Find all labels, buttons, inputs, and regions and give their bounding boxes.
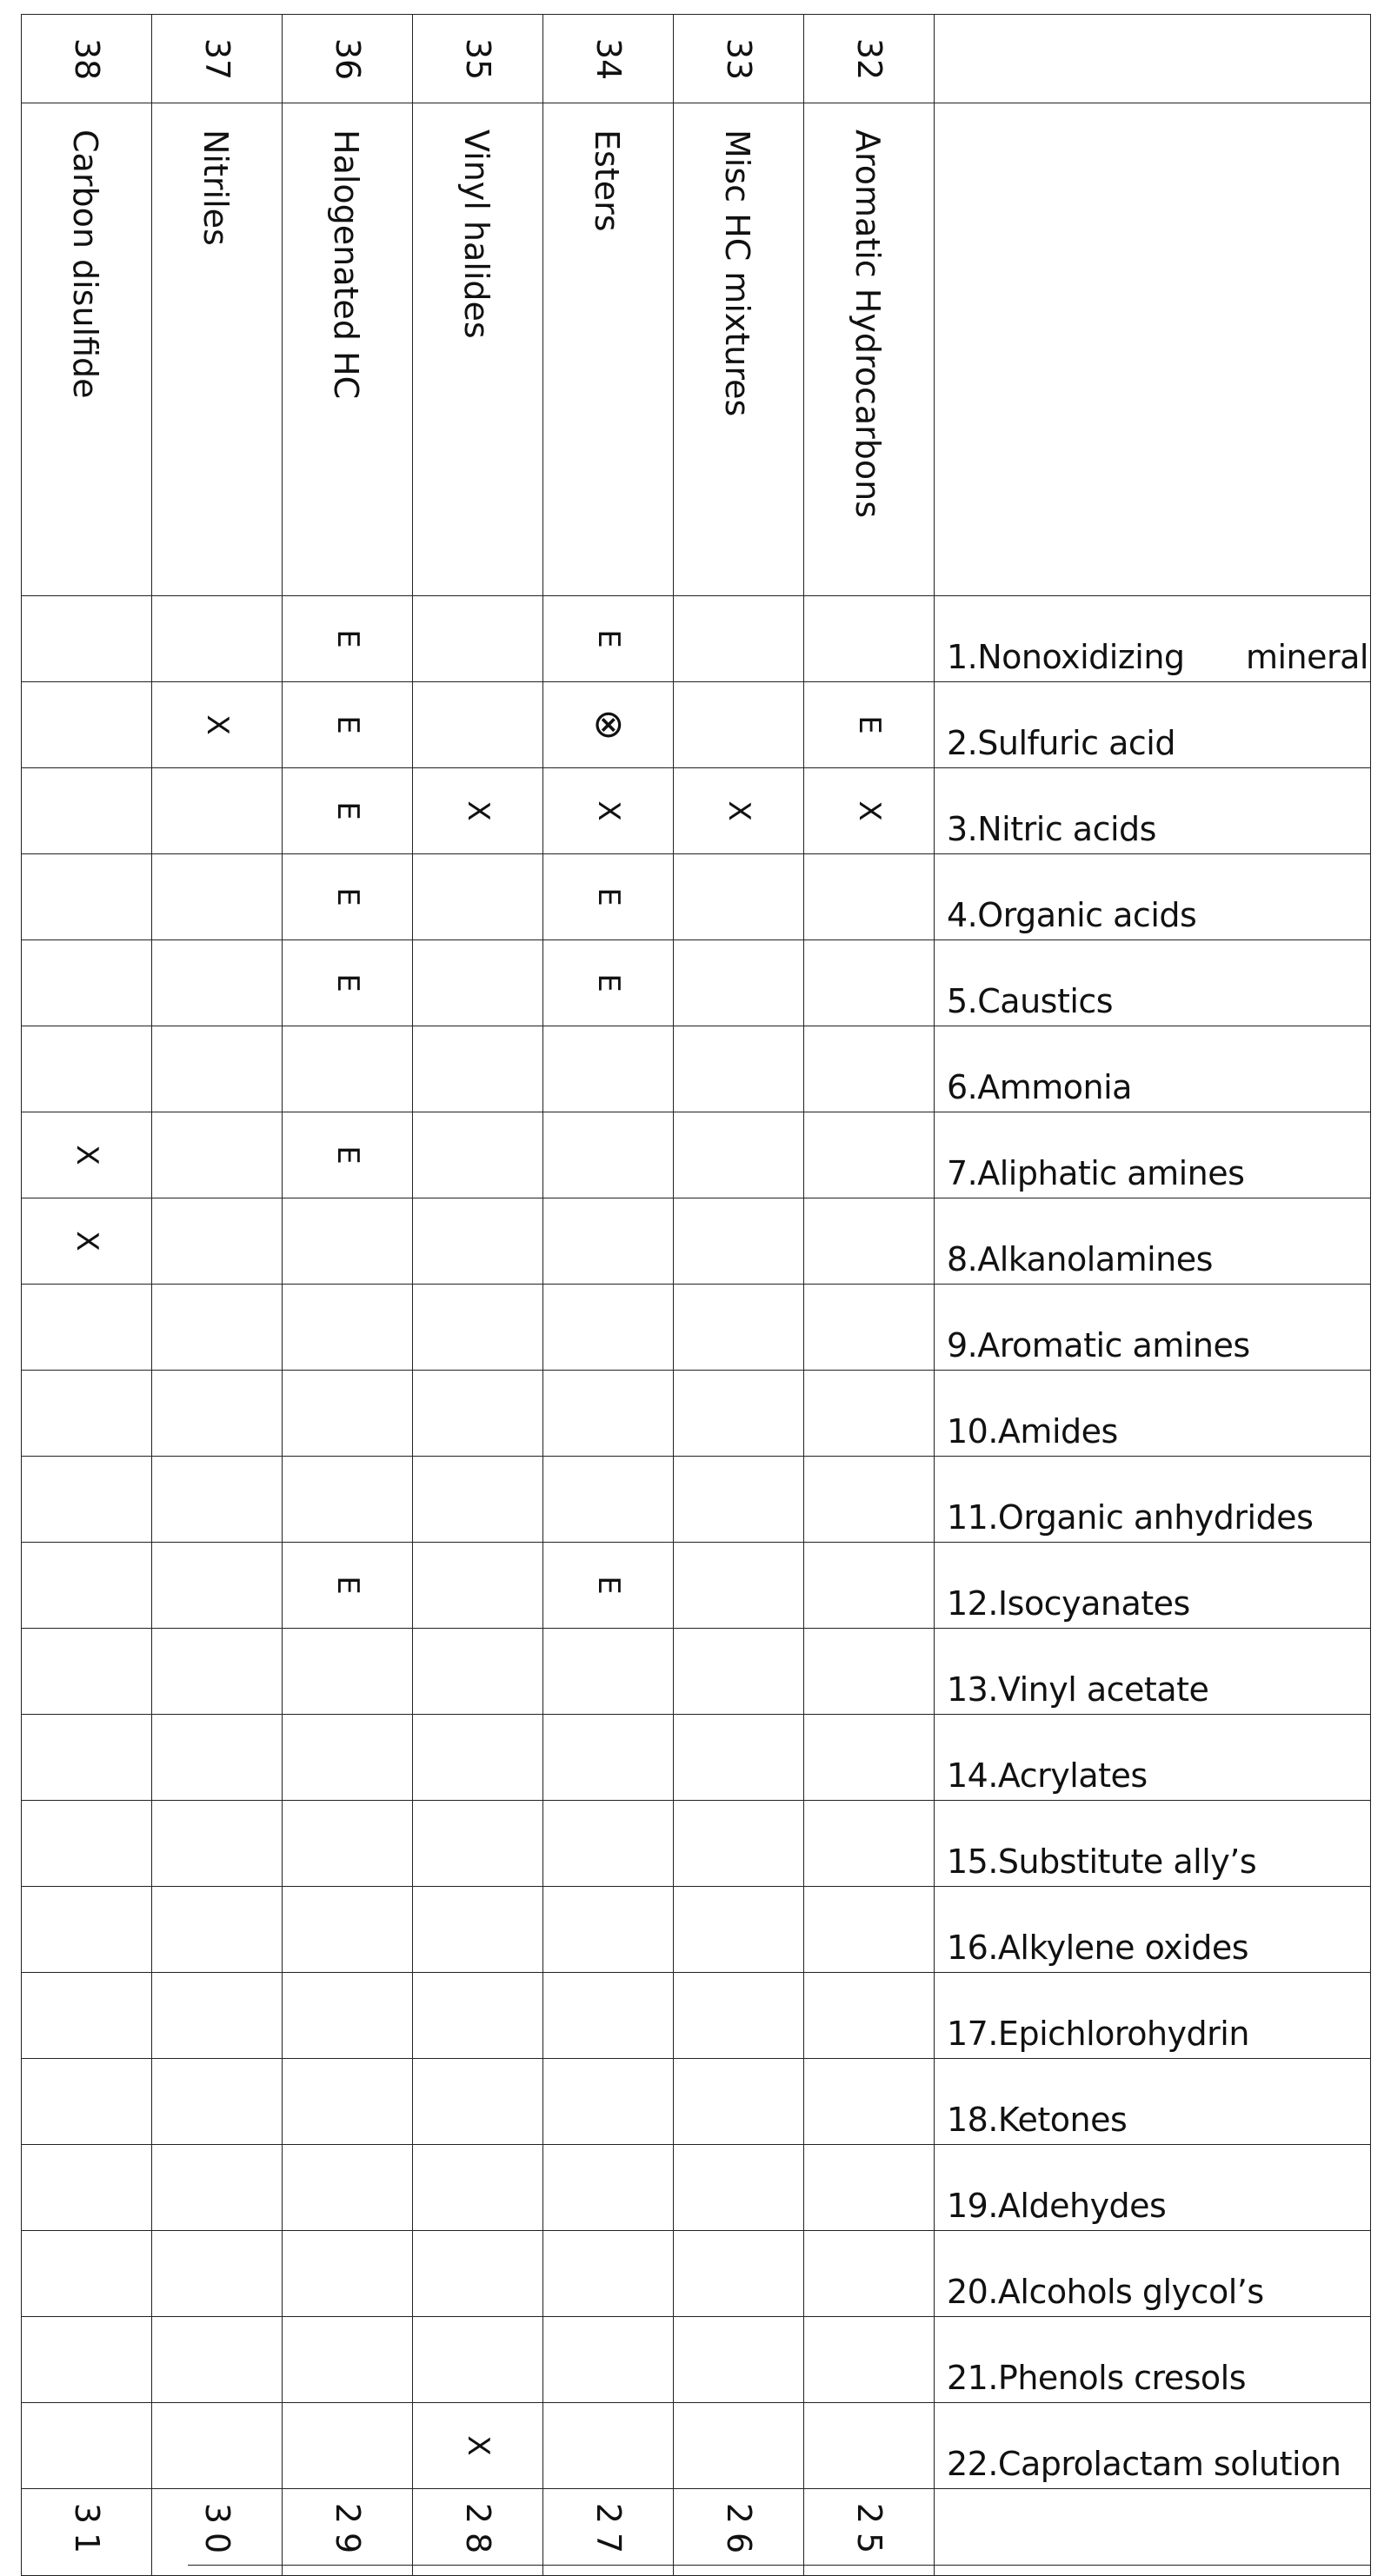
table-row — [22, 2317, 1371, 2403]
compatibility-cell — [413, 2145, 543, 2231]
table-row — [22, 1285, 1371, 1371]
compatibility-cell — [804, 1543, 935, 1629]
compatibility-cell — [804, 1285, 935, 1371]
row-label: 2.Sulfuric acid — [947, 724, 1175, 762]
compatibility-cell — [283, 2317, 413, 2403]
row-label-cell — [935, 1715, 1371, 1801]
compatibility-cell — [804, 1887, 935, 1973]
compatibility-cell — [543, 2145, 674, 2231]
table-row — [22, 1973, 1371, 2059]
compatibility-mark: X — [590, 800, 626, 821]
row-label-text: 1.Nonoxidizing — [947, 638, 1185, 676]
row-label-cell — [935, 1198, 1371, 1285]
compatibility-cell — [413, 682, 543, 768]
column-name: Halogenated HC — [326, 129, 365, 400]
row-label-cell — [935, 854, 1371, 940]
compatibility-cell — [413, 1715, 543, 1801]
row-label-cell — [935, 1285, 1371, 1371]
compatibility-cell — [152, 2317, 283, 2403]
compatibility-cell — [22, 1973, 152, 2059]
compatibility-cell — [283, 1543, 413, 1629]
row-label: 13.Vinyl acetate — [947, 1670, 1209, 1709]
table-row — [22, 1629, 1371, 1715]
compatibility-mark: X — [69, 1145, 104, 1165]
compatibility-cell — [674, 596, 804, 682]
compatibility-cell — [413, 1371, 543, 1457]
compatibility-cell — [283, 940, 413, 1026]
column-name-row — [22, 103, 1371, 596]
table-row — [22, 596, 1371, 682]
row-label: 4.Organic acids — [947, 896, 1197, 934]
row-label: 20.Alcohols glycol’s — [947, 2273, 1264, 2311]
compatibility-cell — [543, 1285, 674, 1371]
compatibility-mark: X — [460, 800, 496, 821]
bottom-number-cell — [152, 2489, 283, 2576]
compatibility-cell — [413, 1973, 543, 2059]
row-label-cell — [935, 2145, 1371, 2231]
row-label-cell — [935, 1887, 1371, 1973]
compatibility-cell — [152, 596, 283, 682]
compatibility-cell — [674, 1112, 804, 1198]
row-label-cell — [935, 1371, 1371, 1457]
column-number-cell — [22, 15, 152, 103]
compatibility-cell — [543, 1457, 674, 1543]
compatibility-cell — [413, 1543, 543, 1629]
column-name: Misc HC mixtures — [717, 129, 756, 417]
table-row — [22, 2145, 1371, 2231]
compatibility-cell — [283, 768, 413, 854]
bottom-number: 25 — [849, 2502, 889, 2562]
row-label: 3.Nitric acids — [947, 810, 1156, 848]
compatibility-mark: E — [329, 887, 365, 906]
table-row — [22, 1026, 1371, 1112]
row-label: 17.Epichlorohydrin — [947, 2015, 1249, 2053]
row-label: 7.Aliphatic amines — [947, 1154, 1245, 1192]
compatibility-cell — [22, 1457, 152, 1543]
row-label: 10.Amides — [947, 1412, 1118, 1451]
row-label: 9.Aromatic amines — [947, 1326, 1250, 1364]
compatibility-mark: E — [851, 715, 887, 734]
compatibility-cell — [152, 1371, 283, 1457]
compatibility-cell — [543, 1026, 674, 1112]
row-label: 19.Aldehydes — [947, 2187, 1167, 2225]
compatibility-cell — [283, 1629, 413, 1715]
compatibility-cell — [543, 1887, 674, 1973]
table-row — [22, 1198, 1371, 1285]
compatibility-cell — [413, 1198, 543, 1285]
compatibility-mark: E — [329, 715, 365, 734]
row-label: 11.Organic anhydrides — [947, 1498, 1314, 1537]
compatibility-cell — [543, 2059, 674, 2145]
compatibility-cell — [283, 682, 413, 768]
column-number: 35 — [458, 37, 497, 80]
compatibility-cell — [413, 2317, 543, 2403]
compatibility-cell — [283, 596, 413, 682]
compatibility-cell — [804, 2403, 935, 2489]
compatibility-cell — [283, 854, 413, 940]
compatibility-cell — [543, 1112, 674, 1198]
compatibility-cell — [152, 1629, 283, 1715]
row-label-cell — [935, 1112, 1371, 1198]
row-label-cell — [935, 2059, 1371, 2145]
row-label-cell — [935, 940, 1371, 1026]
row-label: 18.Ketones — [947, 2101, 1128, 2139]
compatibility-cell — [152, 1112, 283, 1198]
row-label: 16.Alkylene oxides — [947, 1929, 1249, 1967]
bottom-number: 28 — [458, 2502, 497, 2562]
column-name: Carbon disulfide — [65, 129, 104, 399]
compatibility-cell — [152, 1457, 283, 1543]
compatibility-cell — [152, 1973, 283, 2059]
table-row — [22, 1543, 1371, 1629]
compatibility-cell — [152, 1026, 283, 1112]
compatibility-cell — [674, 1371, 804, 1457]
compatibility-cell — [152, 1198, 283, 1285]
row-label: 22.Caprolactam solution — [947, 2445, 1341, 2483]
corner-cell — [935, 103, 1371, 596]
table-row — [22, 1715, 1371, 1801]
compatibility-cell — [283, 1457, 413, 1543]
compatibility-cell — [152, 682, 283, 768]
compatibility-cell — [22, 1198, 152, 1285]
column-name-cell — [674, 103, 804, 596]
compatibility-cell — [22, 682, 152, 768]
column-name-cell — [804, 103, 935, 596]
compatibility-cell — [413, 854, 543, 940]
column-name: Esters — [587, 129, 626, 232]
column-name: Aromatic Hydrocarbons — [848, 129, 887, 519]
table-row — [22, 1112, 1371, 1198]
bottom-number: 26 — [719, 2502, 758, 2562]
column-number: 36 — [328, 37, 367, 80]
compatibility-cell — [674, 854, 804, 940]
compatibility-cell — [152, 1887, 283, 1973]
compatibility-cell — [543, 1629, 674, 1715]
compatibility-cell — [543, 768, 674, 854]
compatibility-mark: E — [590, 629, 626, 648]
compatibility-cell — [674, 1973, 804, 2059]
compatibility-cell — [413, 596, 543, 682]
compatibility-cell — [22, 1887, 152, 1973]
bottom-number-cell — [22, 2489, 152, 2576]
compatibility-cell — [804, 1371, 935, 1457]
row-label: 15.Substitute ally’s — [947, 1842, 1257, 1881]
table-row — [22, 2403, 1371, 2489]
compatibility-mark: X — [851, 800, 887, 821]
compatibility-cell — [543, 1198, 674, 1285]
compatibility-cell — [22, 768, 152, 854]
row-label: 14.Acrylates — [947, 1756, 1148, 1795]
compatibility-cell — [283, 1801, 413, 1887]
column-number-cell — [674, 15, 804, 103]
compatibility-cell — [152, 768, 283, 854]
compatibility-cell — [152, 2059, 283, 2145]
table-row — [22, 1371, 1371, 1457]
compatibility-cell — [413, 2231, 543, 2317]
compatibility-cell — [283, 1198, 413, 1285]
column-number: 37 — [197, 37, 236, 80]
compatibility-cell — [804, 1973, 935, 2059]
compatibility-mark: X — [199, 714, 235, 735]
bottom-number: 29 — [328, 2502, 367, 2562]
compatibility-cell — [283, 1112, 413, 1198]
compatibility-cell — [804, 1198, 935, 1285]
compatibility-cell — [283, 2059, 413, 2145]
corner-cell — [935, 15, 1371, 103]
row-label: 5.Caustics — [947, 982, 1114, 1020]
column-name-cell — [413, 103, 543, 596]
compatibility-cell — [22, 2059, 152, 2145]
compatibility-cell — [22, 1285, 152, 1371]
column-number-cell — [152, 15, 283, 103]
row-label: 21.Phenols cresols — [947, 2359, 1247, 2397]
compatibility-cell — [804, 2145, 935, 2231]
row-label-cell — [935, 768, 1371, 854]
compatibility-cell — [674, 1543, 804, 1629]
compatibility-cell — [22, 1026, 152, 1112]
compatibility-cell — [152, 1715, 283, 1801]
compatibility-cell — [413, 1887, 543, 1973]
compatibility-chart-table — [21, 14, 1371, 2576]
compatibility-cell — [413, 1457, 543, 1543]
compatibility-mark: E — [329, 801, 365, 820]
compatibility-cell — [152, 2145, 283, 2231]
compatibility-cell — [413, 940, 543, 1026]
compatibility-cell — [674, 1457, 804, 1543]
compatibility-cell — [674, 1198, 804, 1285]
row-label-cell — [935, 1543, 1371, 1629]
compatibility-cell — [804, 768, 935, 854]
compatibility-cell — [22, 854, 152, 940]
compatibility-cell — [804, 1026, 935, 1112]
table-row — [22, 854, 1371, 940]
row-label — [947, 638, 1368, 676]
compatibility-cell — [674, 1887, 804, 1973]
compatibility-cell — [674, 1026, 804, 1112]
row-label-cell — [935, 1629, 1371, 1715]
compatibility-cell — [543, 2403, 674, 2489]
corner-cell — [935, 2489, 1371, 2576]
compatibility-cell — [804, 940, 935, 1026]
compatibility-table-wrap — [21, 14, 1370, 2576]
compatibility-cell — [674, 1629, 804, 1715]
compatibility-cell — [804, 596, 935, 682]
row-label-tail: mineral — [1245, 638, 1368, 676]
compatibility-cell — [413, 1285, 543, 1371]
compatibility-cell — [674, 2059, 804, 2145]
compatibility-cell — [543, 1543, 674, 1629]
compatibility-cell — [22, 1629, 152, 1715]
compatibility-cell — [22, 1543, 152, 1629]
compatibility-cell — [804, 2231, 935, 2317]
compatibility-cell — [804, 2317, 935, 2403]
row-label-cell — [935, 2403, 1371, 2489]
compatibility-cell — [674, 2403, 804, 2489]
compatibility-cell — [543, 682, 674, 768]
bottom-number: 27 — [589, 2502, 628, 2562]
row-label-cell — [935, 1457, 1371, 1543]
compatibility-cell — [413, 2403, 543, 2489]
compatibility-mark: E — [329, 629, 365, 648]
column-number-cell — [804, 15, 935, 103]
compatibility-cell — [22, 2403, 152, 2489]
bottom-number-cell — [674, 2489, 804, 2576]
compatibility-cell — [804, 854, 935, 940]
row-label-cell — [935, 2231, 1371, 2317]
bottom-number: 30 — [197, 2502, 236, 2562]
compatibility-cell — [804, 682, 935, 768]
column-number-row — [22, 15, 1371, 103]
compatibility-cell — [22, 2231, 152, 2317]
bottom-number-cell — [283, 2489, 413, 2576]
compatibility-cell — [543, 596, 674, 682]
compatibility-mark: E — [590, 887, 626, 906]
compatibility-mark: X — [460, 2435, 496, 2456]
compatibility-mark: E — [329, 973, 365, 993]
compatibility-cell — [543, 854, 674, 940]
compatibility-cell — [22, 1371, 152, 1457]
compatibility-cell — [674, 2145, 804, 2231]
compatibility-cell — [22, 1715, 152, 1801]
row-label-cell — [935, 2317, 1371, 2403]
bottom-number: 31 — [67, 2502, 106, 2562]
compatibility-cell — [804, 1457, 935, 1543]
compatibility-mark: E — [590, 1576, 626, 1595]
compatibility-cell — [283, 2403, 413, 2489]
compatibility-cell — [22, 1112, 152, 1198]
compatibility-mark: E — [329, 1145, 365, 1165]
compatibility-cell — [283, 2145, 413, 2231]
compatibility-cell — [543, 2317, 674, 2403]
table-row — [22, 1801, 1371, 1887]
column-number-cell — [543, 15, 674, 103]
compatibility-cell — [413, 2059, 543, 2145]
table-row — [22, 682, 1371, 768]
compatibility-cell — [152, 1801, 283, 1887]
compatibility-cell — [152, 940, 283, 1026]
bottom-number-cell — [413, 2489, 543, 2576]
compatibility-cell — [543, 940, 674, 1026]
compatibility-cell — [22, 1801, 152, 1887]
table-row — [22, 1457, 1371, 1543]
compatibility-cell — [22, 940, 152, 1026]
compatibility-cell — [674, 682, 804, 768]
column-name: Nitriles — [196, 129, 235, 246]
compatibility-cell — [413, 1112, 543, 1198]
column-number-cell — [413, 15, 543, 103]
compatibility-cell — [413, 768, 543, 854]
column-name-cell — [543, 103, 674, 596]
row-label-cell — [935, 1026, 1371, 1112]
table-row — [22, 2231, 1371, 2317]
compatibility-cell — [674, 2231, 804, 2317]
compatibility-cell — [543, 1801, 674, 1887]
column-name: Vinyl halides — [456, 129, 496, 339]
compatibility-cell — [674, 768, 804, 854]
table-row — [22, 1887, 1371, 1973]
row-label: 6.Ammonia — [947, 1068, 1132, 1106]
compatibility-cell — [22, 2145, 152, 2231]
compatibility-cell — [283, 1973, 413, 2059]
column-name-cell — [152, 103, 283, 596]
compatibility-cell — [543, 1715, 674, 1801]
compatibility-cell — [543, 2231, 674, 2317]
compatibility-cell — [283, 1026, 413, 1112]
column-number: 34 — [589, 37, 628, 80]
compatibility-cell — [674, 1715, 804, 1801]
bottom-number-row — [22, 2489, 1371, 2576]
compatibility-cell — [152, 2403, 283, 2489]
column-name-cell — [22, 103, 152, 596]
compatibility-cell — [283, 2231, 413, 2317]
page-footer-rule — [188, 2565, 1370, 2566]
column-number: 33 — [719, 37, 758, 80]
compatibility-cell — [283, 1285, 413, 1371]
column-number-cell — [283, 15, 413, 103]
compatibility-mark: E — [590, 973, 626, 993]
row-label: 8.Alkanolamines — [947, 1240, 1213, 1278]
table-row — [22, 2059, 1371, 2145]
compatibility-cell — [804, 1715, 935, 1801]
compatibility-cell — [804, 1112, 935, 1198]
row-label-cell — [935, 1973, 1371, 2059]
compatibility-cell — [152, 2231, 283, 2317]
compatibility-cell — [674, 2317, 804, 2403]
compatibility-cell — [804, 1801, 935, 1887]
compatibility-cell — [413, 1801, 543, 1887]
compatibility-cell — [283, 1371, 413, 1457]
compatibility-cell — [413, 1629, 543, 1715]
compatibility-cell — [22, 596, 152, 682]
row-label-cell — [935, 682, 1371, 768]
compatibility-cell — [22, 2317, 152, 2403]
compatibility-cell — [543, 1371, 674, 1457]
column-name-cell — [283, 103, 413, 596]
row-label-cell — [935, 1801, 1371, 1887]
compatibility-cell — [152, 1543, 283, 1629]
column-number: 32 — [849, 37, 889, 80]
compatibility-mark: X — [69, 1231, 104, 1251]
compatibility-mark: E — [329, 1576, 365, 1595]
compatibility-mark: ⊗ — [586, 708, 631, 741]
compatibility-cell — [283, 1887, 413, 1973]
column-number: 38 — [67, 37, 106, 80]
compatibility-cell — [152, 1285, 283, 1371]
compatibility-cell — [152, 854, 283, 940]
table-row — [22, 768, 1371, 854]
row-label: 12.Isocyanates — [947, 1584, 1190, 1623]
compatibility-cell — [674, 1285, 804, 1371]
compatibility-cell — [804, 1629, 935, 1715]
bottom-number-cell — [804, 2489, 935, 2576]
table-row — [22, 940, 1371, 1026]
row-label-cell — [935, 596, 1371, 682]
compatibility-cell — [804, 2059, 935, 2145]
compatibility-mark: X — [721, 800, 756, 821]
compatibility-cell — [674, 940, 804, 1026]
compatibility-cell — [413, 1026, 543, 1112]
compatibility-cell — [674, 1801, 804, 1887]
bottom-number-cell — [543, 2489, 674, 2576]
compatibility-cell — [283, 1715, 413, 1801]
compatibility-cell — [543, 1973, 674, 2059]
